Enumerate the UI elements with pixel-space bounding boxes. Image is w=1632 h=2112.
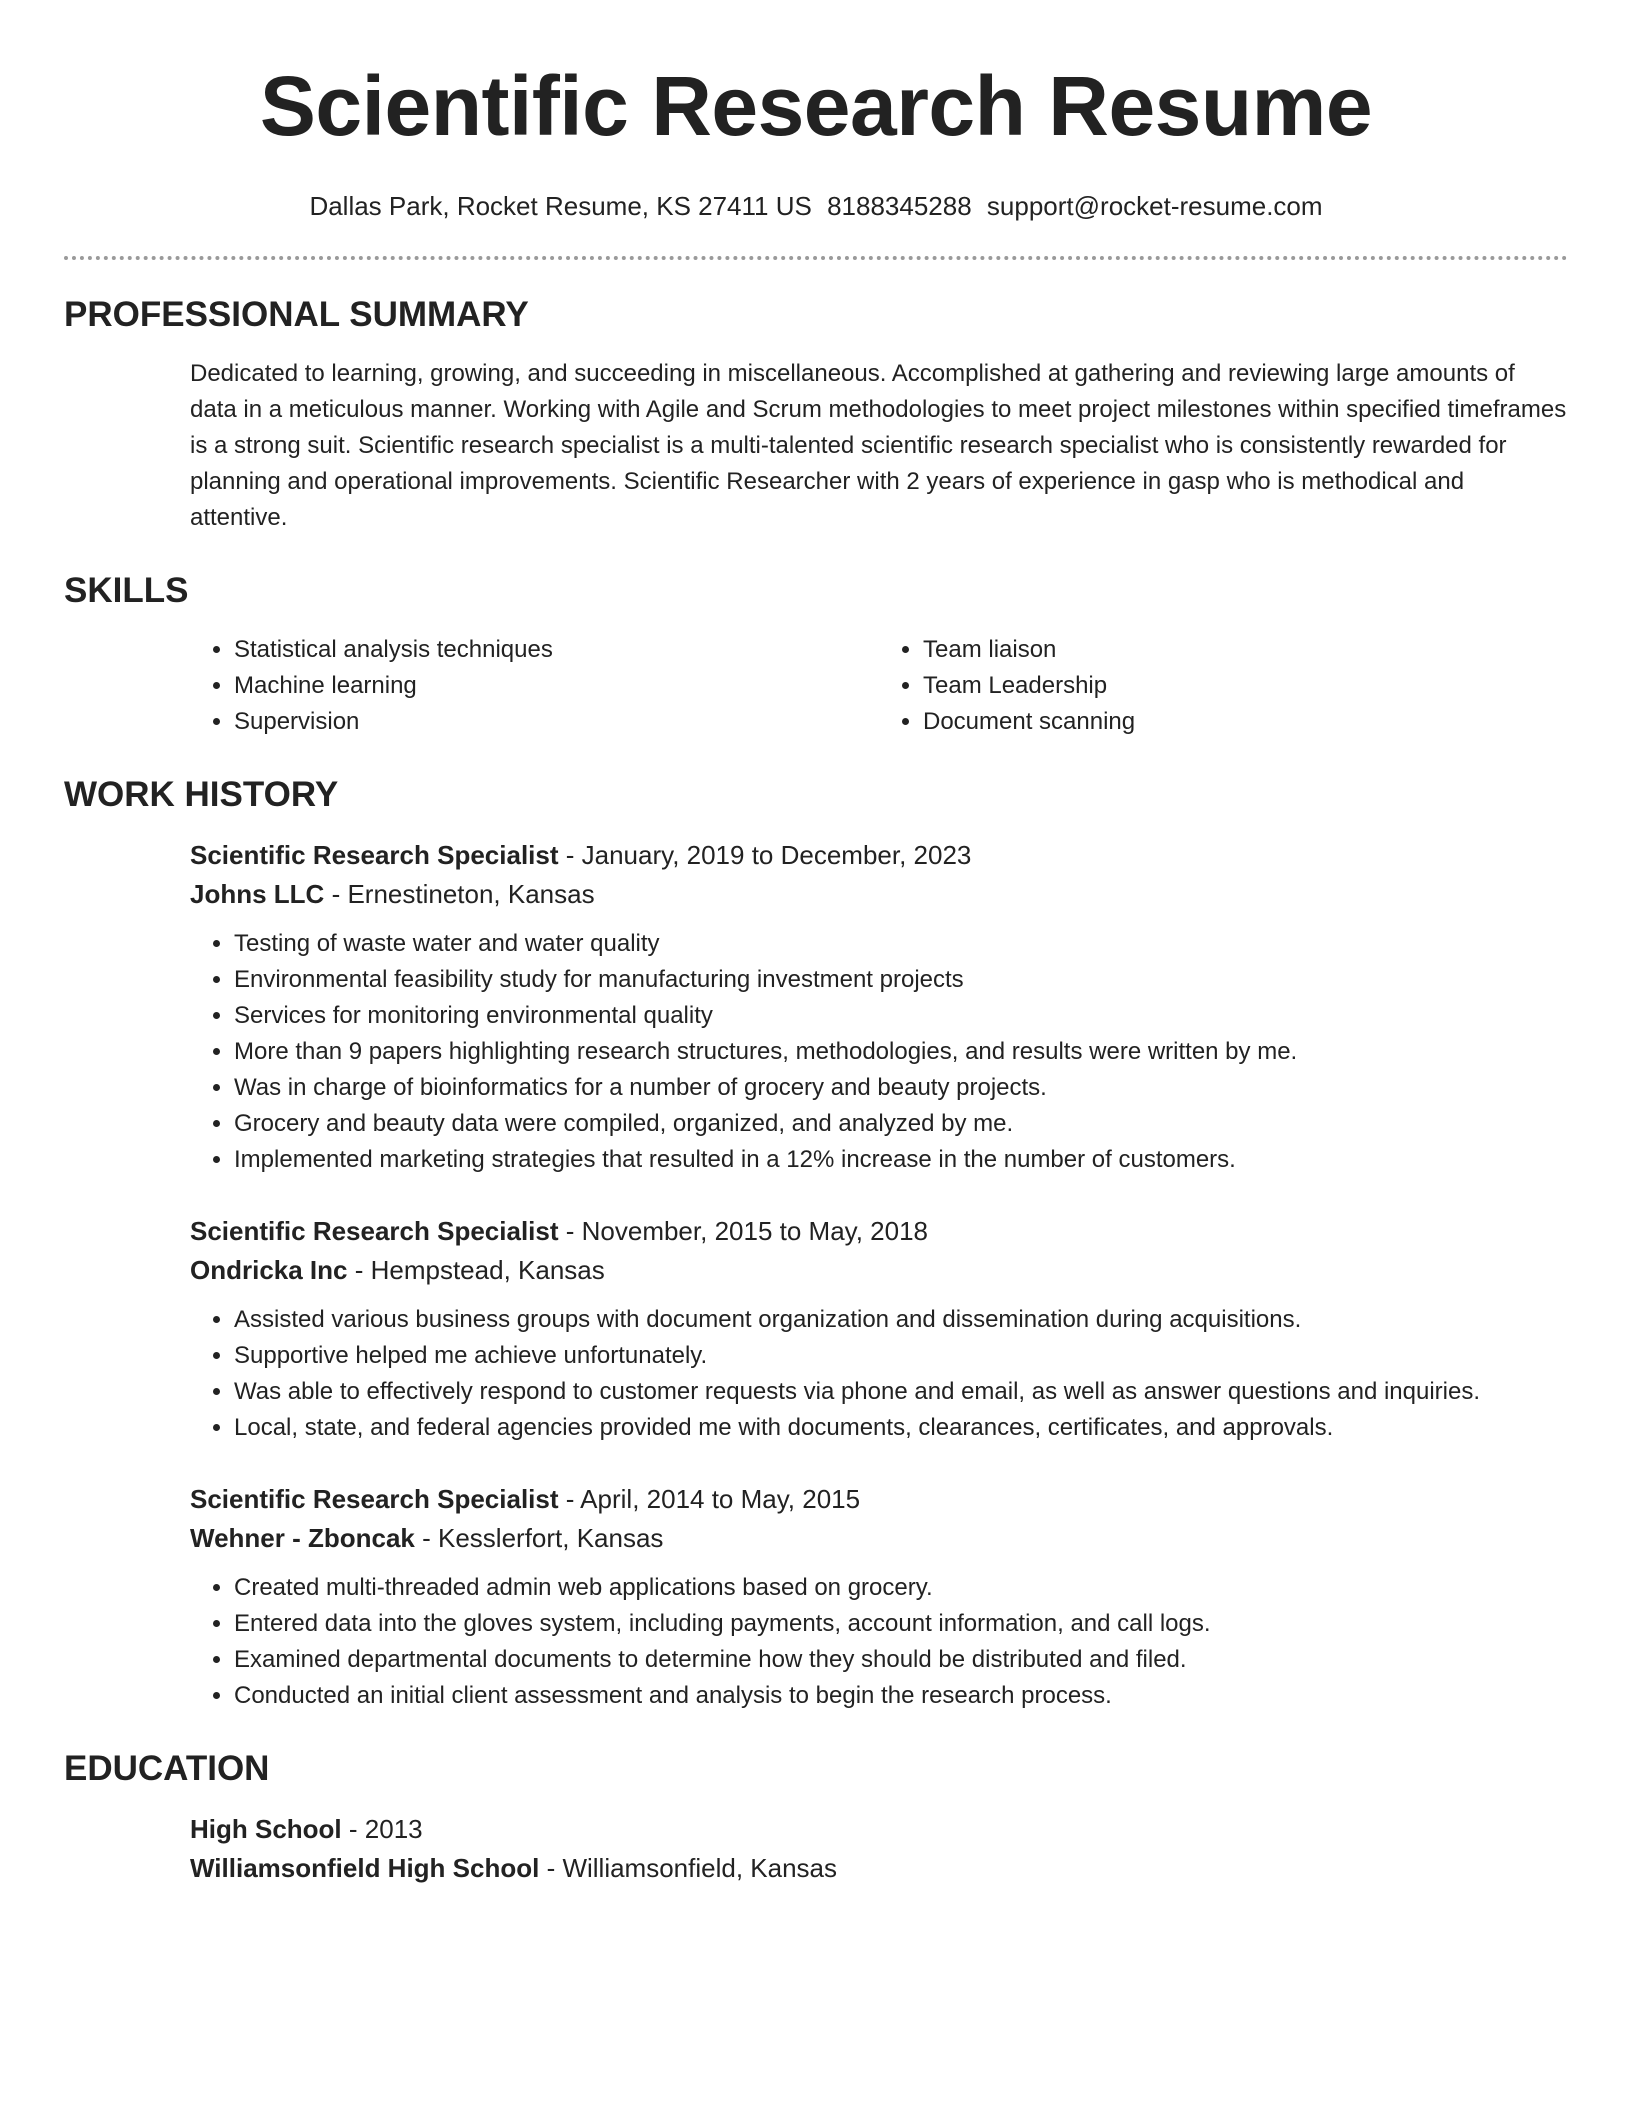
job-role: Scientific Research Specialist [190,840,559,870]
duty-item: • Local, state, and federal agencies provided me with documents, clearances, certificates, and approvals. [234,1410,1568,1446]
education-body [190,1810,1568,1888]
skill-item: • Team Leadership [923,668,1568,704]
job-duties [190,1302,1568,1446]
job-role: Scientific Research Specialist [190,1216,559,1246]
job-location: - Hempstead, Kansas [347,1255,605,1285]
education-section [64,1748,1568,1888]
job-company: Ondricka Inc [190,1255,348,1285]
header-divider [64,256,1568,260]
job-entry [190,1212,1568,1446]
job-company: Johns LLC [190,879,325,909]
skills-column-right [879,632,1568,740]
duty-item: • Conducted an initial client assessment and analysis to begin the research process. [234,1678,1568,1714]
duty-item: • Grocery and beauty data were compiled, organized, and analyzed by me. [234,1106,1568,1142]
resume-header [64,0,1568,260]
school-line [190,1849,1568,1888]
job-dates: - January, 2019 to December, 2023 [558,840,972,870]
job-duties [190,926,1568,1178]
work-history-section [64,774,1568,1714]
duty-item: • Entered data into the gloves system, including payments, account information, and call logs. [234,1606,1568,1642]
job-location: - Kesslerfort, Kansas [414,1523,664,1553]
job-entry [190,1480,1568,1714]
education-heading: EDUCATION [64,1749,270,1788]
job-title-line [190,836,1568,875]
degree-year: - 2013 [341,1814,423,1844]
duty-item: • Services for monitoring environmental quality [234,998,1568,1034]
skill-item: • Machine learning [234,668,879,704]
job-company: Wehner - Zboncak [190,1523,415,1553]
job-duties [190,1570,1568,1714]
skills-heading: SKILLS [64,571,189,610]
school-name: Williamsonfield High School [190,1853,540,1883]
job-dates: - November, 2015 to May, 2018 [558,1216,929,1246]
job-company-line [190,1519,1568,1558]
summary-section [64,294,1568,536]
job-company-line [190,1251,1568,1290]
degree-line [190,1810,1568,1849]
skill-item: • Statistical analysis techniques [234,632,879,668]
skills-grid [190,632,1568,740]
degree: High School [190,1814,342,1844]
contact-line [64,190,1568,222]
skill-item: • Supervision [234,704,879,740]
duty-item: • Was in charge of bioinformatics for a number of grocery and beauty projects. [234,1070,1568,1106]
skill-item: • Document scanning [923,704,1568,740]
job-title-line [190,1480,1568,1519]
contact-email: support@rocket-resume.com [986,191,1323,221]
job-dates: - April, 2014 to May, 2015 [558,1484,861,1514]
duty-item: • Assisted various business groups with document organization and dissemination during acquisitions. [234,1302,1568,1338]
contact-phone: 8188345288 [827,191,972,221]
duty-item: • More than 9 papers highlighting research structures, methodologies, and results were written by me. [234,1034,1568,1070]
job-company-line [190,875,1568,914]
duty-item: • Implemented marketing strategies that resulted in a 12% increase in the number of customers. [234,1142,1568,1178]
work-history-body [190,836,1568,1714]
duty-item: • Testing of waste water and water quality [234,926,1568,962]
job-entry [190,836,1568,1178]
skill-item: • Team liaison [923,632,1568,668]
resume-title: Scientific Research Resume [259,59,1373,153]
summary-body [190,356,1568,536]
skills-section [64,570,1568,740]
skills-column-left [190,632,879,740]
job-role: Scientific Research Specialist [190,1484,559,1514]
job-title-line [190,1212,1568,1251]
job-location: - Ernestineton, Kansas [324,879,595,909]
duty-item: • Environmental feasibility study for manufacturing investment projects [234,962,1568,998]
duty-item: • Created multi-threaded admin web applications based on grocery. [234,1570,1568,1606]
summary-text: Dedicated to learning, growing, and succeeding in miscellaneous. Accomplished at gathering and reviewing large amounts of data in a meticulous manner. Working with Agile and Scrum methodologies to meet project milestones within specified timeframes is a strong suit. Scientific research specialist is a multi-talented scientific research specialist who is consistently rewarded for planning and operational improvements. Scientific Researcher with 2 years of experience in gasp who is methodical and attentive. [190,360,1567,531]
duty-item: • Supportive helped me achieve unfortunately. [234,1338,1568,1374]
duty-item: • Was able to effectively respond to customer requests via phone and email, as well as answer questions and inquiries. [234,1374,1568,1410]
duty-item: • Examined departmental documents to determine how they should be distributed and filed. [234,1642,1568,1678]
contact-address: Dallas Park, Rocket Resume, KS 27411 US [309,191,812,221]
work-history-heading: WORK HISTORY [64,775,339,814]
summary-heading: PROFESSIONAL SUMMARY [64,295,529,334]
school-location: - Williamsonfield, Kansas [539,1853,837,1883]
